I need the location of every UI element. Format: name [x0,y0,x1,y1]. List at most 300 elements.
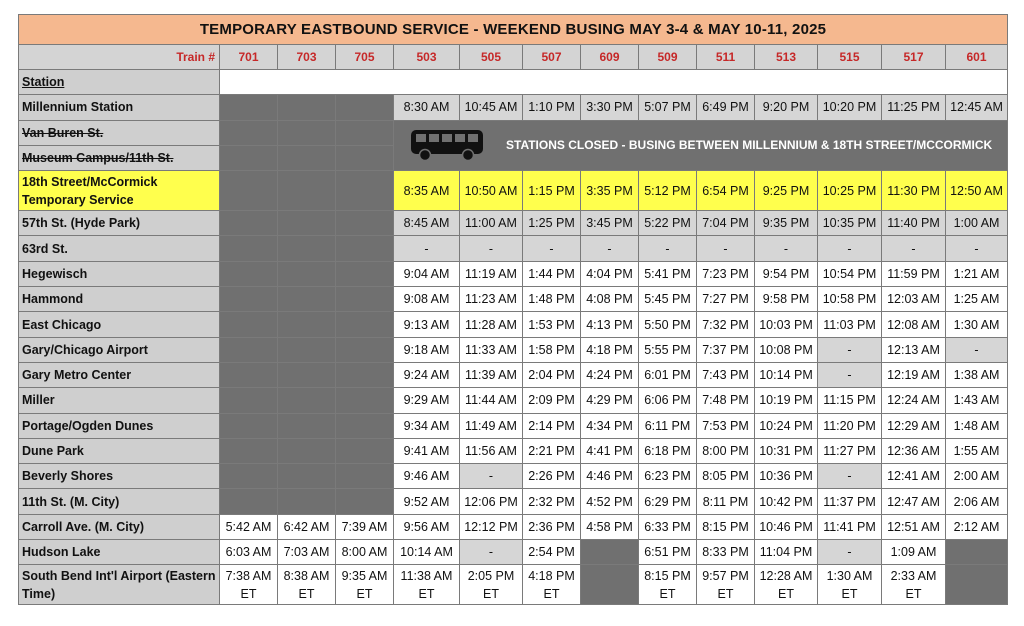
train-number: 517 [882,45,946,70]
station-name: 63rd St. [19,236,220,261]
time-cell: 3:45 PM [581,211,639,236]
station-name: East Chicago [19,312,220,337]
timezone-suffix: ET [240,586,257,601]
time-cell: 8:45 AM [394,211,460,236]
closed-notice-content [394,128,1007,162]
time-cell: 2:00 AM [946,464,1008,489]
time-cell: 1:00 AM [946,211,1008,236]
time-cell: - [755,236,818,261]
time-cell: 4:18 PM [581,337,639,362]
time-cell: 10:14 PM [755,362,818,387]
time-cell: 10:03 PM [755,312,818,337]
station-name: Gary Metro Center [19,362,220,387]
no-service-cell [278,337,336,362]
time-cell: 12:36 AM [882,438,946,463]
time-cell: 11:49 AM [460,413,523,438]
station-name: 57th St. (Hyde Park) [19,211,220,236]
time-cell: 7:03 AM [278,540,336,565]
time-cell: 11:33 AM [460,337,523,362]
no-service-cell [336,413,394,438]
time-cell: 8:35 AM [394,171,460,211]
time-cell: 6:11 PM [639,413,697,438]
timezone-suffix: ET [841,586,858,601]
time-cell: - [818,337,882,362]
time-cell: 1:30 AM [946,312,1008,337]
no-service-cell [336,362,394,387]
time-value: 7:38 AM [225,568,272,583]
time-cell: 2:26 PM [523,464,581,489]
no-service-cell [336,287,394,312]
time-cell: 11:44 AM [460,388,523,413]
time-cell: 2:04 PM [523,362,581,387]
timezone-suffix: ET [418,586,435,601]
time-cell: 10:08 PM [755,337,818,362]
time-cell: 7:37 PM [697,337,755,362]
time-cell: 1:10 PM [523,95,581,120]
table-row [19,261,1008,286]
time-cell: 1:25 PM [523,211,581,236]
no-service-cell [336,337,394,362]
table-row [19,337,1008,362]
time-cell: 11:20 PM [818,413,882,438]
time-cell: 7:39 AM [336,514,394,539]
no-service-cell [278,438,336,463]
time-cell [639,565,697,605]
table-row [19,312,1008,337]
station-name: Miller [19,388,220,413]
no-service-cell [336,312,394,337]
station-name: Museum Campus/11th St. [19,145,220,170]
time-cell: 5:45 PM [639,287,697,312]
table-row [19,171,1008,211]
time-cell: 7:27 PM [697,287,755,312]
page-title: TEMPORARY EASTBOUND SERVICE - WEEKEND BUSING MAY 3-4 & MAY 10-11, 2025 [19,15,1008,45]
timezone-suffix: ET [905,586,922,601]
no-service-cell [220,236,278,261]
time-cell: 1:53 PM [523,312,581,337]
no-service-cell [278,413,336,438]
timezone-suffix: ET [659,586,676,601]
no-service-cell [946,540,1008,565]
station-name: Gary/Chicago Airport [19,337,220,362]
time-cell: 11:40 PM [882,211,946,236]
time-cell: 6:18 PM [639,438,697,463]
timezone-suffix: ET [543,586,560,601]
time-cell: 10:54 PM [818,261,882,286]
table-row [19,236,1008,261]
time-value: 1:30 AM [826,568,873,583]
table-row [19,95,1008,120]
train-number: 503 [394,45,460,70]
train-number: 601 [946,45,1008,70]
time-cell: 12:24 AM [882,388,946,413]
no-service-cell [336,489,394,514]
train-number: 511 [697,45,755,70]
no-service-cell [220,464,278,489]
no-service-cell [278,120,336,145]
time-cell: 1:58 PM [523,337,581,362]
train-number: 513 [755,45,818,70]
time-cell: 4:46 PM [581,464,639,489]
time-cell: 6:51 PM [639,540,697,565]
time-cell: - [882,236,946,261]
timezone-suffix: ET [356,586,373,601]
no-service-cell [946,565,1008,605]
station-header-text: Station [22,75,65,90]
table-row [19,540,1008,565]
time-cell [697,565,755,605]
time-cell: 11:37 PM [818,489,882,514]
table-row [19,388,1008,413]
no-service-cell [278,145,336,170]
time-cell: 12:45 AM [946,95,1008,120]
schedule-sheet [18,14,1008,605]
time-cell: - [946,236,1008,261]
time-cell [220,565,278,605]
time-cell: 8:15 PM [697,514,755,539]
timezone-suffix: ET [298,586,315,601]
table-row [19,489,1008,514]
time-cell: 11:04 PM [755,540,818,565]
time-cell: 10:50 AM [460,171,523,211]
time-cell: 5:41 PM [639,261,697,286]
station-column-header [19,70,220,95]
time-cell: 10:35 PM [818,211,882,236]
time-cell: 2:12 AM [946,514,1008,539]
time-cell: 10:24 PM [755,413,818,438]
time-cell: - [394,236,460,261]
time-cell: 11:30 PM [882,171,946,211]
time-cell: 10:46 PM [755,514,818,539]
table-row [19,362,1008,387]
no-service-cell [336,464,394,489]
time-cell: 6:54 PM [697,171,755,211]
table-row [19,413,1008,438]
time-cell: 10:25 PM [818,171,882,211]
time-cell: 3:30 PM [581,95,639,120]
time-cell: 9:24 AM [394,362,460,387]
time-cell: 6:01 PM [639,362,697,387]
time-cell: 2:32 PM [523,489,581,514]
time-cell: 11:56 AM [460,438,523,463]
time-cell: 10:20 PM [818,95,882,120]
no-service-cell [581,565,639,605]
time-cell: 9:58 PM [755,287,818,312]
time-cell: 4:04 PM [581,261,639,286]
no-service-cell [220,120,278,145]
time-cell: 5:50 PM [639,312,697,337]
time-cell: 1:15 PM [523,171,581,211]
time-cell: 8:33 PM [697,540,755,565]
time-cell: - [639,236,697,261]
no-service-cell [336,211,394,236]
no-service-cell [278,312,336,337]
train-number: 703 [278,45,336,70]
no-service-cell [336,171,394,211]
time-cell: 6:23 PM [639,464,697,489]
time-cell: 5:22 PM [639,211,697,236]
time-cell: 11:23 AM [460,287,523,312]
time-cell [278,565,336,605]
time-cell: 11:25 PM [882,95,946,120]
no-service-cell [220,95,278,120]
table-row [19,287,1008,312]
table-row [19,464,1008,489]
time-cell: 5:42 AM [220,514,278,539]
time-cell: 2:21 PM [523,438,581,463]
time-cell [755,565,818,605]
no-service-cell [220,312,278,337]
time-cell: 11:59 PM [882,261,946,286]
time-cell: 12:19 AM [882,362,946,387]
time-cell: 7:04 PM [697,211,755,236]
no-service-cell [278,287,336,312]
time-cell: 8:00 PM [697,438,755,463]
no-service-cell [278,171,336,211]
no-service-cell [278,489,336,514]
time-cell: 6:33 PM [639,514,697,539]
time-cell: 11:27 PM [818,438,882,463]
no-service-cell [581,540,639,565]
time-cell: 6:49 PM [697,95,755,120]
time-cell: 10:14 AM [394,540,460,565]
time-cell: 7:53 PM [697,413,755,438]
time-cell: 9:52 AM [394,489,460,514]
no-service-cell [278,388,336,413]
time-cell [882,565,946,605]
train-number: 609 [581,45,639,70]
time-cell: 2:36 PM [523,514,581,539]
time-cell: 4:41 PM [581,438,639,463]
time-value: 2:33 AM [890,568,937,583]
time-cell: 10:19 PM [755,388,818,413]
time-cell: 12:03 AM [882,287,946,312]
time-cell: 11:41 PM [818,514,882,539]
time-cell: 2:09 PM [523,388,581,413]
time-value: 8:38 AM [283,568,330,583]
station-name: Hudson Lake [19,540,220,565]
time-cell: - [460,540,523,565]
time-cell: 9:20 PM [755,95,818,120]
time-cell: 9:25 PM [755,171,818,211]
table-row [19,120,1008,145]
time-cell: 9:54 PM [755,261,818,286]
no-service-cell [278,362,336,387]
time-cell: 11:28 AM [460,312,523,337]
time-cell [460,565,523,605]
time-cell: 2:54 PM [523,540,581,565]
time-cell: 8:05 PM [697,464,755,489]
time-cell: 1:25 AM [946,287,1008,312]
no-service-cell [336,438,394,463]
time-cell: 9:04 AM [394,261,460,286]
time-cell: 7:23 PM [697,261,755,286]
no-service-cell [220,413,278,438]
station-name: Van Buren St. [19,120,220,145]
time-cell: - [946,337,1008,362]
time-value: 9:35 AM [341,568,388,583]
station-name: Portage/Ogden Dunes [19,413,220,438]
time-value: 9:57 PM [702,568,749,583]
time-cell: 10:42 PM [755,489,818,514]
time-cell: 9:41 AM [394,438,460,463]
time-cell: 1:48 PM [523,287,581,312]
time-cell: 9:13 AM [394,312,460,337]
time-cell: 1:55 AM [946,438,1008,463]
time-value: 11:38 AM [400,568,453,583]
time-cell: 7:48 PM [697,388,755,413]
time-cell: 4:58 PM [581,514,639,539]
time-cell: 12:41 AM [882,464,946,489]
time-cell: 12:06 PM [460,489,523,514]
no-service-cell [278,95,336,120]
no-service-cell [336,145,394,170]
no-service-cell [278,261,336,286]
station-name: 18th Street/McCormick Temporary Service [19,171,220,211]
no-service-cell [336,120,394,145]
no-service-cell [278,236,336,261]
time-cell: - [523,236,581,261]
schedule-table [18,14,1008,605]
train-number: 701 [220,45,278,70]
time-cell: 1:09 AM [882,540,946,565]
station-name: 11th St. (M. City) [19,489,220,514]
time-cell: 1:43 AM [946,388,1008,413]
table-row [19,438,1008,463]
no-service-cell [336,261,394,286]
time-cell: 7:32 PM [697,312,755,337]
no-service-cell [336,388,394,413]
time-cell: - [697,236,755,261]
station-name: Beverly Shores [19,464,220,489]
time-cell: 4:24 PM [581,362,639,387]
train-number: 509 [639,45,697,70]
time-value: 8:15 PM [644,568,691,583]
station-name: Hammond [19,287,220,312]
time-cell: 4:34 PM [581,413,639,438]
no-service-cell [220,489,278,514]
no-service-cell [220,362,278,387]
station-name: Dune Park [19,438,220,463]
time-cell: 12:08 AM [882,312,946,337]
no-service-cell [220,388,278,413]
no-service-cell [220,261,278,286]
station-name: Millennium Station [19,95,220,120]
time-cell: 12:47 AM [882,489,946,514]
time-cell: 9:34 AM [394,413,460,438]
time-cell: 9:56 AM [394,514,460,539]
time-cell: 5:55 PM [639,337,697,362]
time-cell: 12:51 AM [882,514,946,539]
time-value: 12:28 AM [759,568,813,583]
time-cell: 1:44 PM [523,261,581,286]
train-number: 515 [818,45,882,70]
time-cell: 7:43 PM [697,362,755,387]
no-service-cell [220,211,278,236]
time-cell: 12:13 AM [882,337,946,362]
time-cell: 6:03 AM [220,540,278,565]
table-row [19,514,1008,539]
no-service-cell [336,236,394,261]
no-service-cell [220,438,278,463]
time-cell [818,565,882,605]
time-cell: 2:14 PM [523,413,581,438]
time-cell [336,565,394,605]
station-name: South Bend Int'l Airport (Eastern Time) [19,565,220,605]
timezone-suffix: ET [717,586,734,601]
station-name: Carroll Ave. (M. City) [19,514,220,539]
time-cell: 9:46 AM [394,464,460,489]
closed-message: STATIONS CLOSED - BUSING BETWEEN MILLENNIUM & 18TH STREET/MCCORMICK [506,138,993,153]
train-number: 507 [523,45,581,70]
time-cell: 10:31 PM [755,438,818,463]
time-value: 2:05 PM [467,568,515,583]
no-service-cell [220,287,278,312]
time-cell: 9:18 AM [394,337,460,362]
time-cell: 6:42 AM [278,514,336,539]
time-cell: 11:39 AM [460,362,523,387]
table-row [19,211,1008,236]
time-cell: - [818,362,882,387]
time-cell [523,565,581,605]
time-cell: 11:03 PM [818,312,882,337]
time-cell: 1:38 AM [946,362,1008,387]
time-cell: - [460,464,523,489]
time-cell [394,565,460,605]
time-cell: 10:58 PM [818,287,882,312]
table-row [19,565,1008,605]
time-cell: 1:48 AM [946,413,1008,438]
no-service-cell [278,464,336,489]
closed-notice [394,120,1008,171]
time-cell: 12:12 PM [460,514,523,539]
time-cell: 11:00 AM [460,211,523,236]
time-cell: 3:35 PM [581,171,639,211]
time-cell: 12:50 AM [946,171,1008,211]
time-cell: 2:06 AM [946,489,1008,514]
train-number: 505 [460,45,523,70]
timezone-suffix: ET [483,586,499,601]
time-cell: 4:52 PM [581,489,639,514]
time-cell: 4:29 PM [581,388,639,413]
time-cell: 5:12 PM [639,171,697,211]
time-cell: 9:08 AM [394,287,460,312]
time-cell: 6:29 PM [639,489,697,514]
time-cell: 8:00 AM [336,540,394,565]
time-cell: 4:08 PM [581,287,639,312]
header-blank [220,70,1008,95]
train-number-label: Train # [19,45,220,70]
time-cell: 9:29 AM [394,388,460,413]
time-cell: - [818,540,882,565]
train-number: 705 [336,45,394,70]
time-cell: 10:45 AM [460,95,523,120]
no-service-cell [220,337,278,362]
time-cell: 9:35 PM [755,211,818,236]
time-cell: 6:06 PM [639,388,697,413]
time-cell: 8:30 AM [394,95,460,120]
no-service-cell [220,171,278,211]
time-value: 4:18 PM [528,568,575,583]
no-service-cell [220,145,278,170]
time-cell: 4:13 PM [581,312,639,337]
station-name: Hegewisch [19,261,220,286]
time-cell: - [581,236,639,261]
timezone-suffix: ET [778,586,794,601]
no-service-cell [278,211,336,236]
time-cell: - [818,464,882,489]
time-cell: 11:19 AM [460,261,523,286]
